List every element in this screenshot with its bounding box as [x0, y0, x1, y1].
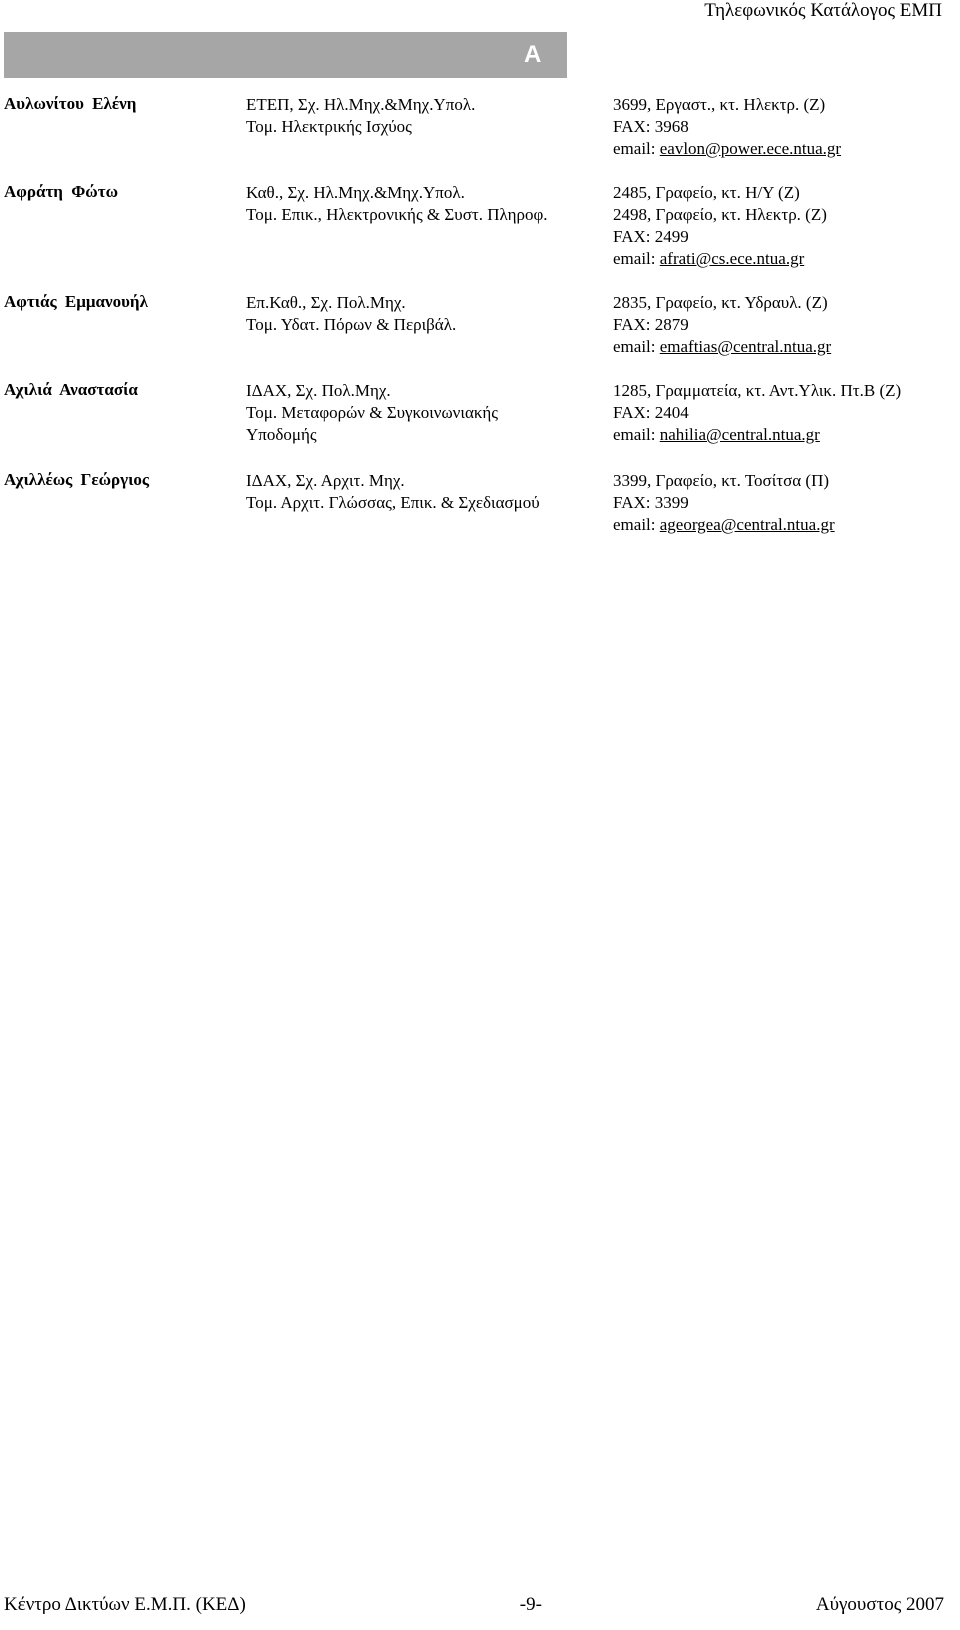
department-line: Τομ. Μεταφορών & Συγκοινωνιακής [246, 403, 499, 422]
section-letter: Α [524, 41, 542, 68]
department-line: ΕΤΕΠ, Σχ. Ηλ.Μηχ.&Μηχ.Υπολ. [246, 95, 476, 114]
phone-line: 2498, Γραφείο, κτ. Ηλεκτρ. (Ζ) [613, 205, 827, 224]
department-line: ΙΔΑΧ, Σχ. Πολ.Μηχ. [246, 381, 391, 400]
department-info [246, 94, 475, 138]
footer-organization: Κέντρο Δικτύων Ε.Μ.Π. (ΚΕΔ) [4, 1594, 246, 1615]
email-label: email: [613, 425, 656, 444]
contact-info [613, 380, 901, 446]
phone-line: 2835, Γραφείο, κτ. Υδραυλ. (Ζ) [613, 293, 828, 312]
phone-line: 3699, Εργαστ., κτ. Ηλεκτρ. (Ζ) [613, 95, 826, 114]
page-footer [4, 1594, 944, 1616]
email-link[interactable]: nahilia@central.ntua.gr [659, 425, 820, 444]
contact-info [613, 292, 831, 358]
email-line [613, 424, 901, 446]
contact-info [613, 94, 841, 160]
email-line [613, 248, 827, 270]
email-link[interactable]: emaftias@central.ntua.gr [659, 337, 832, 356]
department-info [246, 182, 548, 226]
department-line: Τομ. Ηλεκτρικής Ισχύος [246, 117, 412, 136]
phone-line: 3399, Γραφείο, κτ. Τοσίτσα (Π) [613, 471, 830, 490]
email-link[interactable]: ageorgea@central.ntua.gr [659, 515, 835, 534]
fax-line: FAX: 2404 [613, 403, 689, 422]
email-label: email: [613, 139, 656, 158]
email-link[interactable]: eavlon@power.ece.ntua.gr [659, 139, 842, 158]
person-name: Αφράτη Φώτω [4, 182, 118, 201]
department-info [246, 380, 498, 446]
person-name: Αχιλλέως Γεώργιος [4, 470, 150, 489]
email-label: email: [613, 249, 656, 268]
email-line [613, 514, 835, 536]
fax-line: FAX: 2879 [613, 315, 689, 334]
email-label: email: [613, 515, 656, 534]
person-name: Αυλωνίτου Ελένη [4, 94, 137, 113]
department-line: ΙΔΑΧ, Σχ. Αρχιτ. Μηχ. [246, 471, 405, 490]
email-link[interactable]: afrati@cs.ece.ntua.gr [659, 249, 805, 268]
email-line [613, 138, 841, 160]
fax-line: FAX: 3399 [613, 493, 689, 512]
footer-date: Αύγουστος 2007 [815, 1594, 944, 1615]
person-name: Αφτιάς Εμμανουήλ [4, 292, 148, 311]
contact-info [613, 470, 835, 536]
department-line: Τομ. Επικ., Ηλεκτρονικής & Συστ. Πληροφ. [246, 205, 548, 224]
phone-line: 1285, Γραμματεία, κτ. Αντ.Υλικ. Πτ.Β (Ζ) [613, 381, 902, 400]
page-header-title: Τηλεφωνικός Κατάλογος ΕΜΠ [704, 0, 942, 21]
department-line: Καθ., Σχ. Ηλ.Μηχ.&Μηχ.Υπολ. [246, 183, 465, 202]
department-line: Τομ. Αρχιτ. Γλώσσας, Επικ. & Σχεδιασμού [246, 493, 540, 512]
department-info [246, 292, 456, 336]
phone-line: 2485, Γραφείο, κτ. Η/Υ (Ζ) [613, 183, 800, 202]
department-line: Επ.Καθ., Σχ. Πολ.Μηχ. [246, 293, 406, 312]
page-number: -9- [519, 1594, 542, 1615]
fax-line: FAX: 3968 [613, 117, 689, 136]
email-label: email: [613, 337, 656, 356]
contact-info [613, 182, 827, 270]
department-info [246, 470, 540, 514]
fax-line: FAX: 2499 [613, 227, 689, 246]
person-name: Αχιλιά Αναστασία [4, 380, 138, 399]
department-line: Τομ. Υδατ. Πόρων & Περιβάλ. [246, 315, 457, 334]
email-line [613, 336, 831, 358]
section-letter-bar [4, 32, 567, 78]
department-line: Υποδομής [246, 425, 317, 444]
